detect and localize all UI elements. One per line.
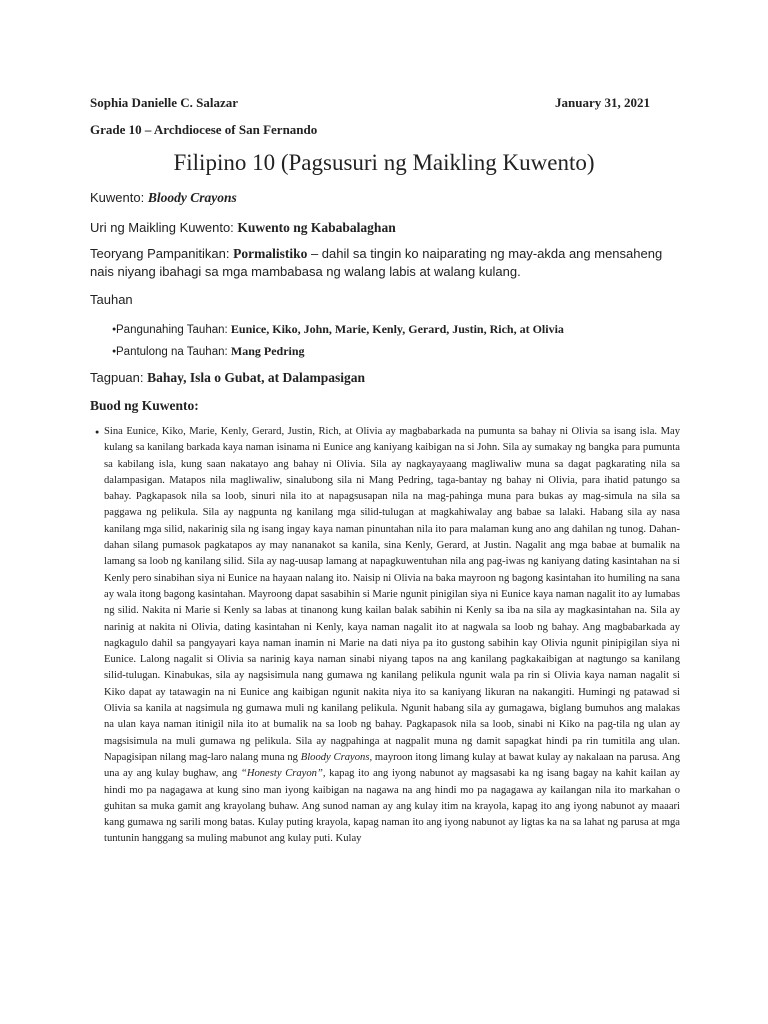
kuwento-value: Bloody Crayons	[147, 190, 237, 205]
buod-heading: Buod ng Kuwento:	[90, 398, 199, 413]
bullet-icon: ●	[95, 428, 100, 436]
buod-summary	[90, 424, 680, 848]
kuwento-label: Kuwento:	[90, 190, 148, 205]
page-title: Filipino 10 (Pagsusuri ng Maikling Kuwento)	[173, 150, 595, 175]
buod-emphasis-1: Bloody Crayons,	[300, 751, 373, 763]
uri-line	[90, 220, 396, 236]
tagpuan-label: Tagpuan:	[90, 370, 148, 385]
buod-emphasis-2: “Honesty Crayon”,	[240, 768, 326, 780]
tauhan-value: Mang Pedring	[230, 344, 305, 358]
uri-value: Kuwento ng Kababalaghan	[237, 220, 396, 235]
uri-label: Uri ng Maikling Kuwento:	[90, 220, 238, 235]
author-name: Sophia Danielle C. Salazar	[90, 95, 239, 110]
tagpuan-line	[90, 370, 365, 386]
grade-section: Grade 10 – Archdiocese of San Fernando	[90, 122, 318, 137]
teorya-label: Teoryang Pampanitikan:	[90, 246, 234, 261]
tauhan-label: Pangunahing Tauhan:	[116, 324, 231, 336]
document-date: January 31, 2021	[555, 95, 650, 110]
buod-body	[104, 424, 680, 848]
tauhan-heading: Tauhan	[90, 292, 133, 307]
buod-text-before: Sina Eunice, Kiko, Marie, Kenly, Gerard, Justin, Rich, at Olivia ay magbabarkada na pumunta sa bahay ni Olivia sa isang isla. May kulang sa kanilang barkada kaya naman isinama ni Eunice ang kaniyang kaibigan na si John. Sila ay sumakay ng bangka para pumunta sa kabilang isla, kung saan nakatayo ang bahay ni Olivia. Sila ay nagkayayaang magliwaliw muna sa dagat pagkarating nila sa dalampasigan. Matapos nila magliwaliw, sinalubong sila ni Mang Pedring, taga-bantay ng bahay ni Olivia, para ihatid patungo sa bahay. Pagkapasok nila sa loob, sinuri nila ito at napagsusapan nila na mag-pahinga muna para bukas ay mag-simula na sila sa paggawa ng pelikula. Sila ay nagpunta ng kanilang mga silid-tulugan at magkahiwalay ang babae sa lalaki. Habang sila ay nasa kanilang mga silid, nakarinig sila ng isang ingay kaya naman pinuntahan nila ito para malaman kung ano ang dahilan ng tunog. Dahan-dahan silang pumasok pagkatapos ay may nananakot sa kanila, sina Kenly, Gerard, at Justin. Nagalit ang mga babae at bumalik na lamang sa loob ng kanilang silid. Sila ay nag-uusap lamang at napagkuwentuhan nila ang pag-iwas ng kaniyang dating kasintahan na si Kenly pero sinabihan siya ni Eunice na hayaan nalang ito. Naisip ni Olivia na baka mayroon ng bagong kasintahan ito humiling na sana ay wala itong bagong kasintahan. Mayroong dapat sasabihin si Marie ngunit pinigilan siya ni Eunice kaya naman nagalit ito ay lumabas ng silid. Nakita ni Marie si Kenly sa labas at tinanong kung kailan balak sabihin ni Kenly sa iba na sila ay magkasintahan na. Sila ay narinig at nakita ni Olivia, dating kasintahan ni Kenly, kaya naman nagalit ito at nagwala sa loob ng bahay. Ang magbabarkada ay nagkagulo dahil sa pangyayari kaya naman inamin ni Marie na dati niya pa ito gustong sabihin kay Olivia ngunit pinipigilan siya ni Eunice. Lalong nagalit si Olivia sa narinig kaya naman sinabi niyang tapos na ang kanilang pagkakaibigan at nagtungo sa kanilang silid-tulugan. Kinabukas, sila ay nagsisimula nang gumawa ng kanilang pelikula ngunit wala pa rin si Olivia kaya naman nagalit si Kiko dapat ay tatawagin na ni Eunice ang kaibigan ngunit nakita niya ito sa kaniyang likuran na nakangiti. Humingi ng patawad si Olivia sa kanila at nagsimula ng gumawa muli ng kanilang pelikula. Ngunit habang sila ay gumagawa, biglang bumuhos ang malakas na ulan kaya naman itinigil nila ito at bumalik na sa loob ng bahay. Pagkapasok nila sa loob, sinabi ni Kiko na pag-tila ng ulan ay magsisimula na muli gumawa ng pelikula. Sila ay nagpahinga at nagpalit muna ng damit sapagkat hindi pa rin tumitila ang ulan. Napagisipan nilang mag-laro nalang muna ng	[104, 426, 680, 763]
tauhan-list	[90, 320, 680, 364]
list-item	[90, 320, 680, 342]
tagpuan-value: Bahay, Isla o Gubat, at Dalampasigan	[147, 370, 366, 385]
kuwento-line	[90, 190, 237, 206]
teorya-value: Pormalistiko	[233, 246, 308, 261]
buod-text-after: kapag ito ang iyong nabunot ay magsasabi ka ng isang bagay na kahit kailan ay hindi mo pa nagagawa at kung sino man iyong kaibigan na nagawa na ang hindi mo pa nagagawa ay kailangan nila ito markahan o guhitan sa muka gamit ang krayolang buhaw. Ang sunod naman ay ang kulay itim na krayola, kapag ito ang iyong nabunot ay maaari kang gumawa ng sarili mong batas. Kulay puting krayola, kapag naman ito ang iyong nabunot ay ligtas ka na sa lahat ng parusa at mga tuntunin hanggang sa muling mabunot ang kulay puti. Kulay	[104, 768, 680, 845]
tauhan-label: Pantulong na Tauhan:	[116, 346, 231, 358]
buod-text-mid: mayroon itong limang kulay at bawat kulay ay nakalaan na parusa. Ang una ay ang kulay bughaw, ang	[104, 751, 680, 780]
teorya-paragraph	[90, 245, 680, 281]
tauhan-value: Eunice, Kiko, John, Marie, Kenly, Gerard, Justin, Rich, at Olivia	[230, 322, 564, 336]
list-item	[90, 342, 680, 364]
teorya-text: – dahil sa tingin ko naiparating ng may-akda ang mensaheng nais niyang ibahagi sa mga mambabasa ng walang labis at walang kulang.	[90, 246, 663, 279]
